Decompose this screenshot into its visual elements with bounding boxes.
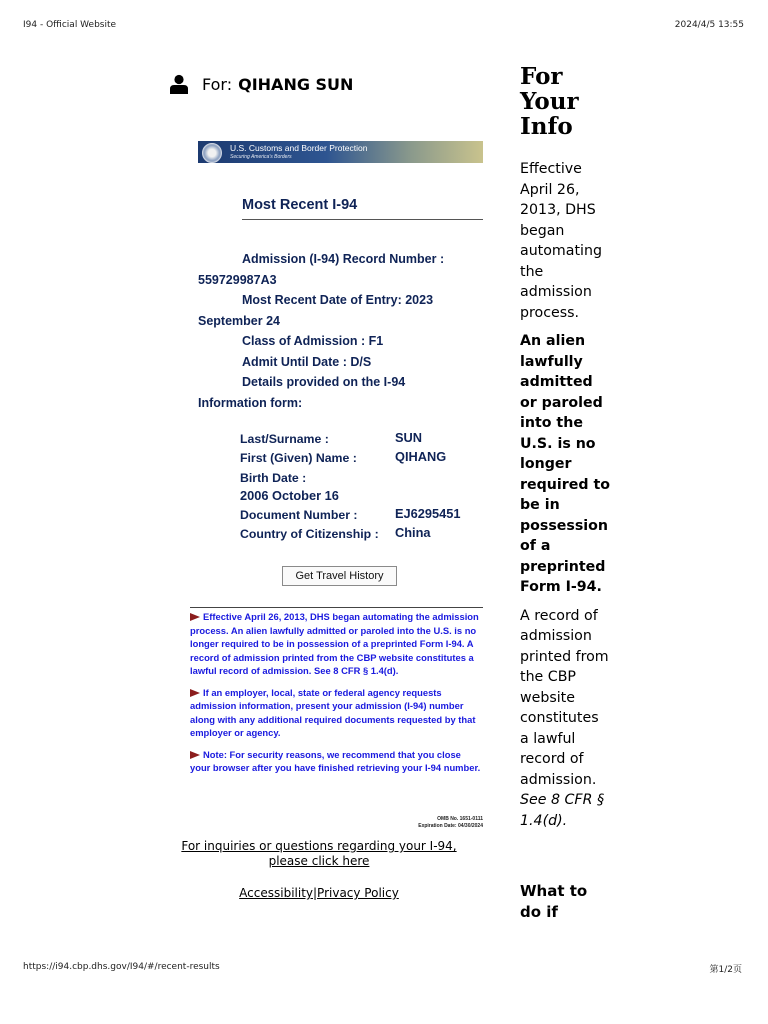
note-text: Note: For security reasons, we recommend that you close your browser after you have finished retrieving your I-94 number. <box>190 748 481 773</box>
arrow-icon <box>190 689 200 697</box>
print-header-title: I94 - Official Website <box>23 20 117 30</box>
sidebar-paragraph-3: A record of admission printed from the CBP website constitutes a lawful record of admission. <box>520 607 609 788</box>
sidebar-paragraph-1: Effective April 26, 2013, DHS began automating the admission process. <box>520 161 602 321</box>
sidebar-heading: For Your Info <box>520 63 579 140</box>
print-footer-url: https://i94.cbp.dhs.gov/I94/#/recent-results <box>23 962 220 972</box>
citizenship-label: Country of Citizenship : <box>240 527 379 541</box>
birth-date-value: 2006 October 16 <box>240 488 339 503</box>
record-title: Most Recent I-94 <box>242 197 358 213</box>
omb-number: OMB No. 1651-0111 <box>437 816 483 822</box>
until-line <box>198 352 483 373</box>
first-name-value: QIHANG <box>395 449 447 464</box>
class-value: F1 <box>368 334 384 348</box>
class-label: Class of Admission : <box>242 334 366 348</box>
until-label: Admit Until Date : <box>242 354 347 369</box>
record-details <box>198 249 483 413</box>
print-header-datetime: 2024/4/5 13:55 <box>674 20 744 30</box>
omb-info <box>418 816 483 829</box>
note-text: If an employer, local, state or federal agency requests admission information, present your admission (I-94) number along with any additional required documents requested by that employer or agency. <box>190 686 476 738</box>
class-line <box>198 331 483 352</box>
entry-date-label: Most Recent Date of Entry: <box>242 293 402 307</box>
note-item <box>190 610 483 678</box>
last-name-label: Last/Surname : <box>240 432 329 446</box>
for-label: For: <box>202 74 233 94</box>
details-label-2: Information form: <box>198 395 303 410</box>
get-travel-history-button[interactable]: Get Travel History <box>282 566 397 586</box>
inquiries-link[interactable]: For inquiries or questions regarding your I-94, please click here <box>181 839 457 868</box>
record-number-value: 559729987A3 <box>198 272 277 287</box>
footer-links <box>166 886 472 900</box>
cbp-banner <box>198 141 483 163</box>
traveler-line <box>170 74 353 94</box>
link-separator: | <box>313 886 318 900</box>
dhs-seal-icon <box>202 143 222 163</box>
details-label-1: Details provided on the I-94 <box>242 375 406 389</box>
banner-tagline: Securing America's Borders <box>230 154 292 160</box>
note-item <box>190 748 483 775</box>
accessibility-link[interactable]: Accessibility <box>239 886 313 900</box>
privacy-policy-link[interactable]: Privacy Policy <box>317 886 399 900</box>
print-footer-page: 第1/2页 <box>709 965 742 975</box>
sidebar-paragraph-2: An alien lawfully admitted or paroled into the U.S. is no longer required to be in possession of a preprinted Form I-94. <box>520 333 610 595</box>
banner-agency: U.S. Customs and Border Protection <box>230 143 368 153</box>
document-number-value: EJ6295451 <box>395 506 461 521</box>
citizenship-value: China <box>395 525 431 540</box>
user-icon <box>170 74 188 94</box>
last-name-value: SUN <box>395 430 423 445</box>
first-name-label: First (Given) Name : <box>240 451 357 465</box>
birth-date-label: Birth Date : <box>240 471 307 485</box>
sidebar-citation: See 8 CFR § 1.4(d). <box>520 792 605 829</box>
until-value: D/S <box>350 354 372 369</box>
info-sidebar <box>520 64 610 922</box>
entry-date-year: 2023 <box>405 293 434 307</box>
sidebar-subheading: What to do if <box>520 882 588 921</box>
note-text: Effective April 26, 2013, DHS began automating the admission process. An alien lawfully admitted or paroled into the U.S. is no longer required to be in possession of a preprinted Form I-94. A record of admission printed from the CBP website constitutes a lawful record of admission. See 8 CFR § 1.4(d). <box>190 611 479 676</box>
traveler-name: QIHANG SUN <box>238 74 354 94</box>
arrow-icon <box>190 751 200 759</box>
notes-section <box>190 607 483 783</box>
entry-date-rest: September 24 <box>198 313 280 328</box>
arrow-icon <box>190 613 200 621</box>
document-number-label: Document Number : <box>240 508 358 522</box>
omb-expiration: Expiration Date: 04/30/2024 <box>418 822 483 829</box>
note-item <box>190 686 483 740</box>
record-number-label: Admission (I-94) Record Number : <box>242 252 445 266</box>
inquiries-link-container <box>166 839 472 869</box>
entry-date-line <box>198 290 483 311</box>
title-divider <box>242 219 483 220</box>
